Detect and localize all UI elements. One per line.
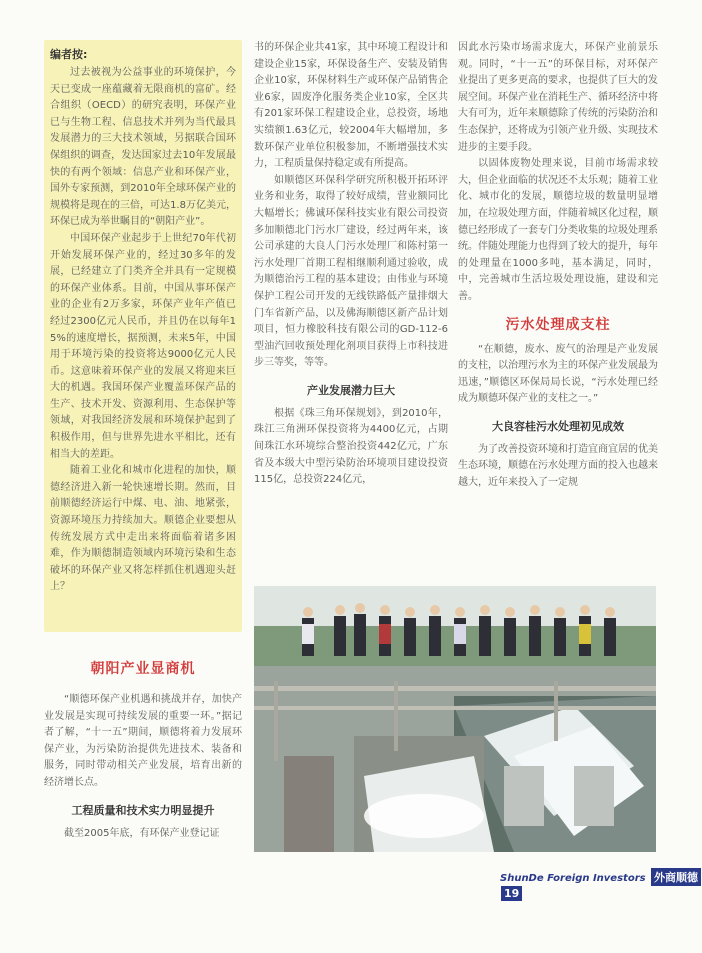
right-paragraph-1: 因此水污染市场需求庞大，环保产业前景乐观。同时，“十一五”的环保目标，对环保产业提出了更多更高的要求，也提供了巨大的发展空间。环保产业在消耗生产、循环经济中将大有可为，近年来顺德除了传统的污染防治和生态保护，还将成为引领产业升级、实现技术进步的主要手段。	[458, 42, 658, 153]
right-column	[458, 40, 658, 585]
editor-note-paragraph-1: 过去被视为公益事业的环境保护，今天已变成一座蕴藏着无限商机的富矿。经合组织（OECD）的研究表明，环保产业已与生物工程、信息技术并列为当代最具发展潜力的三大技术领域，另据联合国环保组织的调查，发达国家过去10年发展最快的有两个领域：信息产业和环保产业，国外专家预测，到2010年全球环保产业的规模将是现在的三倍，可达1.8万亿美元，环保已成为举世瞩目的“朝阳产业”。	[50, 67, 236, 228]
footer-chinese-title: 外商顺德	[651, 868, 701, 886]
middle-paragraph-2: 如顺德区环保科学研究所积极开拓环评业务和业务，取得了较好成绩，营业额同比大幅增长；佛诚环保科技实业有限公司投资多加顺德北门污水厂建设，经过两年来，该公司承建的大良人门污水处理厂和陈村第一污水处理厂首期工程相继顺利通过验收，成为顺德治污工程的基本建设；由伟业与环境保护工程公司开发的无线铁路低产量排烟大门车省新产品，以及佛海顺德区新产品计划项目，恒力橡胶科技有限公司的GD-112-6型油汽回收预处理化剂项目获得上市科技进步三等奖，等等。	[254, 174, 448, 369]
middle-paragraph-3: 根据《珠三角环保规划》，到2010年，珠江三角洲环保投资将为4400亿元，占期间珠江水环境综合整治投资442亿元，广东省及本级大中型污染防治环境项目建设投资115亿，总投资224亿元，	[254, 407, 448, 486]
editor-note-paragraph-2: 中国环保产业起步于上世纪70年代初开始发展环保产业的，经过30多年的发展，已经建立了门类齐全并具有一定规模的环保产业体系。目前，中国从事环保产业的企业有2万多家，环保产业年产值已经过2300亿元人民币，并且仍在以每年15%的速度增长，据预测，未来5年，中国用于环境污染的投资将达9000亿元人民币。这意味着环保产业的发展又将迎来巨大的机遇。我国环保产业覆盖环保产品的生产、技术开发、资源利用、生态保护等领域，对我国经济发展和环境保护起到了积极作用，但与世界先进水平相比，还有相当大的差距。	[50, 232, 236, 460]
right-paragraph-2: 以固体废物处理来说，目前市场需求较大，但企业面临的状况还不太乐观；随着工业化、城市化的发展，顺德垃圾的数量明显增加，在垃圾处理方面，伴随着城区化过程，顺德已经形成了一套专门分类收集的垃圾处理系统。伴随处理能力也得到了较大的提升，每年的处理量在1000多吨，基本满足，同时，中，完善城市生活垃圾处理设施，建设和完善。	[458, 158, 658, 302]
subheading-quality: 工程质量和技术实力明显提升	[71, 803, 215, 817]
middle-paragraph-1: 书的环保企业共41家，其中环境工程设计和建设企业15家，环保设备生产、安装及销售企业10家，环保材料生产或环保产品销售企业6家，固废净化服务类企业10家，全区共有201家环保工程建设企业，总投资，场地实绩额1.63亿元，较2004年大幅增加，多数环保产业单位积极参加，不断增强技术实力，工程质量保持稳定或有所提高。	[254, 42, 448, 170]
editor-note-box	[44, 40, 242, 632]
middle-column	[254, 40, 448, 585]
editor-note-label: 编者按:	[50, 48, 88, 61]
left-paragraph-1: “顺德环保产业机遇和挑战并存，加快产业发展是实现可持续发展的重要一环。”据记者了解，“十一五”期间，顺德将着力发展环保产业，为污染防治提供先进技术、装备和服务，同时带动相关产业发展，培育出新的经济增长点。	[44, 694, 242, 788]
left-paragraph-2: 截至2005年底，有环保产业登记证	[64, 827, 220, 839]
subheading-daliang-ronggui: 大良容桂污水处理初见成效	[492, 419, 624, 433]
wastewater-plant-photo	[254, 586, 656, 852]
editor-note-paragraph-3: 随着工业化和城市化进程的加快，顺德经济进入新一轮快速增长期。然而，目前顺德经济运行中煤、电、油、地紧张，资源环境压力持续加大。顺德企业要想从传统发展方式中走出来将面临着诸多困难，作为顺德制造领域内环境污染和生态破坏的环保产业又将怎样抓住机遇迎头赶上？	[50, 465, 236, 593]
subheading-potential: 产业发展潜力巨大	[307, 383, 395, 397]
right-paragraph-3: “在顺德，废水、废气的治理是产业发展的支柱，以治理污水为主的环保产业发展最为迅速，”顺德区环保局局长说，“污水处理已经成为顺德环保产业的支柱之一。”	[458, 343, 658, 405]
page-number: 19	[501, 886, 522, 901]
left-column-bottom	[44, 652, 242, 852]
page-footer	[500, 868, 702, 901]
section-title-wastewater: 污水处理成支柱	[505, 316, 611, 333]
footer-masthead: ShunDe Foreign Investors	[500, 873, 646, 884]
section-title-sunrise-industry: 朝阳产业显商机	[90, 661, 196, 677]
right-paragraph-4: 为了改善投资环境和打造宜商宜居的优美生态环境，顺德在污水处理方面的投入也越来越大，近年来投入了一定规	[458, 443, 658, 489]
